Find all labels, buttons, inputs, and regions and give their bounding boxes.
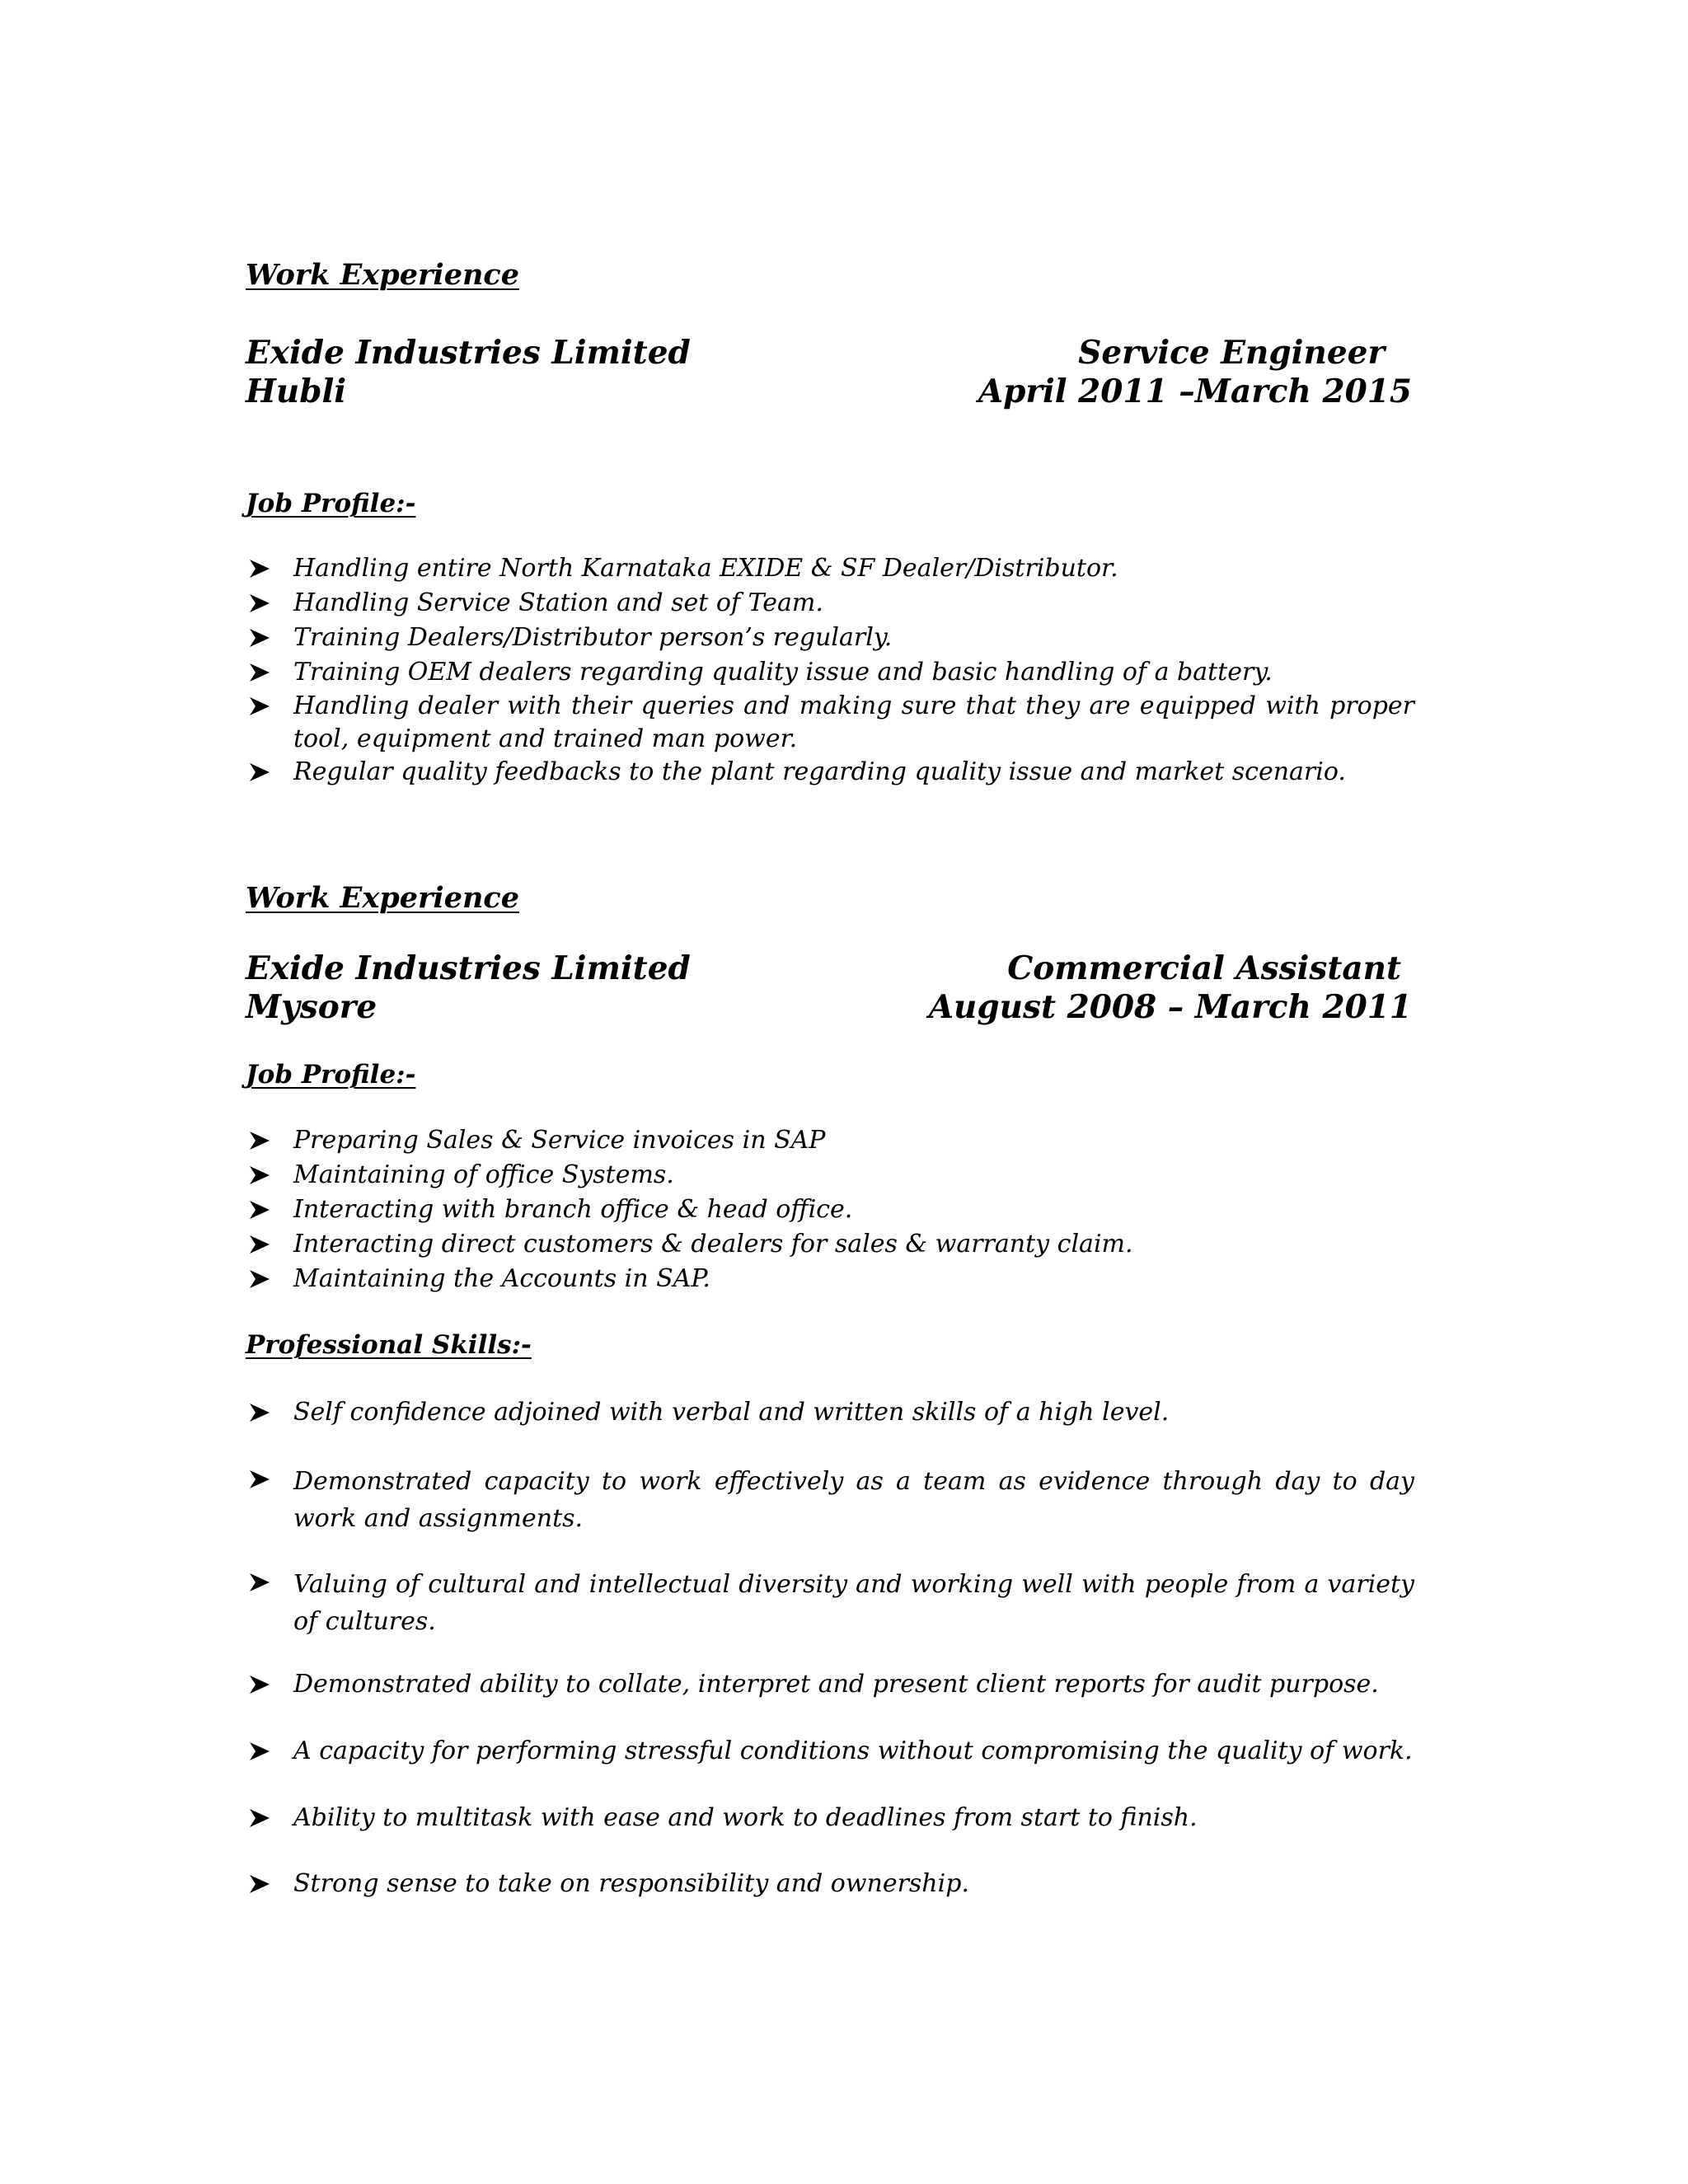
list-item-text: Regular quality feedbacks to the plant regarding quality issue and market scenario.: [293, 757, 1346, 786]
list-item: [293, 1396, 1414, 1429]
arrow-bullet-icon: [247, 1735, 274, 1768]
list-item: [293, 1668, 1414, 1701]
arrow-bullet-icon: [247, 1263, 274, 1296]
list-item-text: Training OEM dealers regarding quality issue and basic handling of a battery.: [293, 658, 1273, 687]
arrow-bullet-icon: [247, 1802, 274, 1835]
list-item: [293, 756, 1414, 789]
list-item-text: Demonstrated ability to collate, interpret and present client reports for audit purpose.: [293, 1670, 1379, 1699]
job-period-2: August 2008 – March 2011: [928, 988, 1412, 1026]
arrow-bullet-icon: [247, 690, 274, 723]
list-item: [293, 1159, 1414, 1192]
list-item-text: Handling entire North Karnataka EXIDE & SF Dealer/Distributor.: [293, 554, 1118, 583]
list-item-text: Strong sense to take on responsibility and ownership.: [293, 1869, 969, 1898]
list-item-text: Handling Service Station and set of Team.: [293, 588, 823, 617]
list-item-text: Preparing Sales & Service invoices in SAP: [293, 1126, 826, 1155]
arrow-bullet-icon: [247, 1668, 274, 1701]
arrow-bullet-icon: [247, 1396, 274, 1429]
list-item: [293, 1263, 1414, 1296]
arrow-bullet-icon: [247, 1868, 274, 1900]
list-item: [293, 1735, 1414, 1768]
list-item: [293, 621, 1414, 654]
company-location-1: Hubli: [246, 373, 347, 410]
job-profile-heading-2: Job Profile:-: [246, 1060, 416, 1090]
list-item-text: Training Dealers/Distributor person’s regularly.: [293, 623, 893, 652]
list-item: [293, 1566, 1414, 1640]
list-item-text: Self confidence adjoined with verbal and written skills of a high level.: [293, 1398, 1170, 1427]
arrow-bullet-icon: [247, 656, 274, 689]
company-name-2: Exide Industries Limited: [246, 949, 691, 987]
professional-skills-heading: Professional Skills:-: [246, 1330, 532, 1360]
list-item-text: Handling dealer with their queries and making sure that they are equipped with proper tool, equipment and trained man power.: [293, 691, 1414, 753]
arrow-bullet-icon: [247, 1228, 274, 1261]
list-item: [293, 1463, 1414, 1537]
job-profile-heading-1: Job Profile:-: [246, 489, 416, 518]
list-item: [293, 1193, 1414, 1226]
company-name-1: Exide Industries Limited: [246, 334, 691, 372]
list-item: [293, 1868, 1414, 1900]
list-item: [293, 1228, 1414, 1261]
list-item: [293, 552, 1414, 585]
arrow-bullet-icon: [247, 1124, 274, 1157]
list-item-text: A capacity for performing stressful conditions without compromising the quality of work.: [293, 1736, 1413, 1765]
arrow-bullet-icon: [247, 1566, 274, 1599]
list-item-text: Ability to multitask with ease and work to deadlines from start to finish.: [293, 1803, 1198, 1832]
list-item: [293, 656, 1414, 689]
list-item-text: Maintaining the Accounts in SAP.: [293, 1264, 710, 1293]
list-item-text: Demonstrated capacity to work effectively as a team as evidence through day to day work and assignments.: [293, 1467, 1414, 1533]
arrow-bullet-icon: [247, 621, 274, 654]
job-role-2: Commercial Assistant: [1007, 949, 1401, 987]
list-item: [293, 587, 1414, 620]
list-item: [293, 1124, 1414, 1157]
arrow-bullet-icon: [247, 1463, 274, 1496]
arrow-bullet-icon: [247, 1159, 274, 1192]
job-role-1: Service Engineer: [1078, 334, 1385, 372]
list-item-text: Valuing of cultural and intellectual diversity and working well with people from a variety of cultures.: [293, 1570, 1414, 1636]
section-heading-work-experience-2: Work Experience: [246, 881, 519, 915]
arrow-bullet-icon: [247, 756, 274, 789]
section-heading-work-experience-1: Work Experience: [246, 258, 519, 292]
list-item-text: Maintaining of office Systems.: [293, 1160, 674, 1189]
arrow-bullet-icon: [247, 552, 274, 585]
list-item-text: Interacting with branch office & head office.: [293, 1195, 853, 1224]
job-period-1: April 2011 –March 2015: [978, 373, 1412, 410]
arrow-bullet-icon: [247, 1193, 274, 1226]
list-item-text: Interacting direct customers & dealers for sales & warranty claim.: [293, 1230, 1133, 1258]
arrow-bullet-icon: [247, 587, 274, 620]
list-item: [293, 1802, 1414, 1835]
list-item: [293, 690, 1414, 756]
company-location-2: Mysore: [246, 988, 377, 1026]
